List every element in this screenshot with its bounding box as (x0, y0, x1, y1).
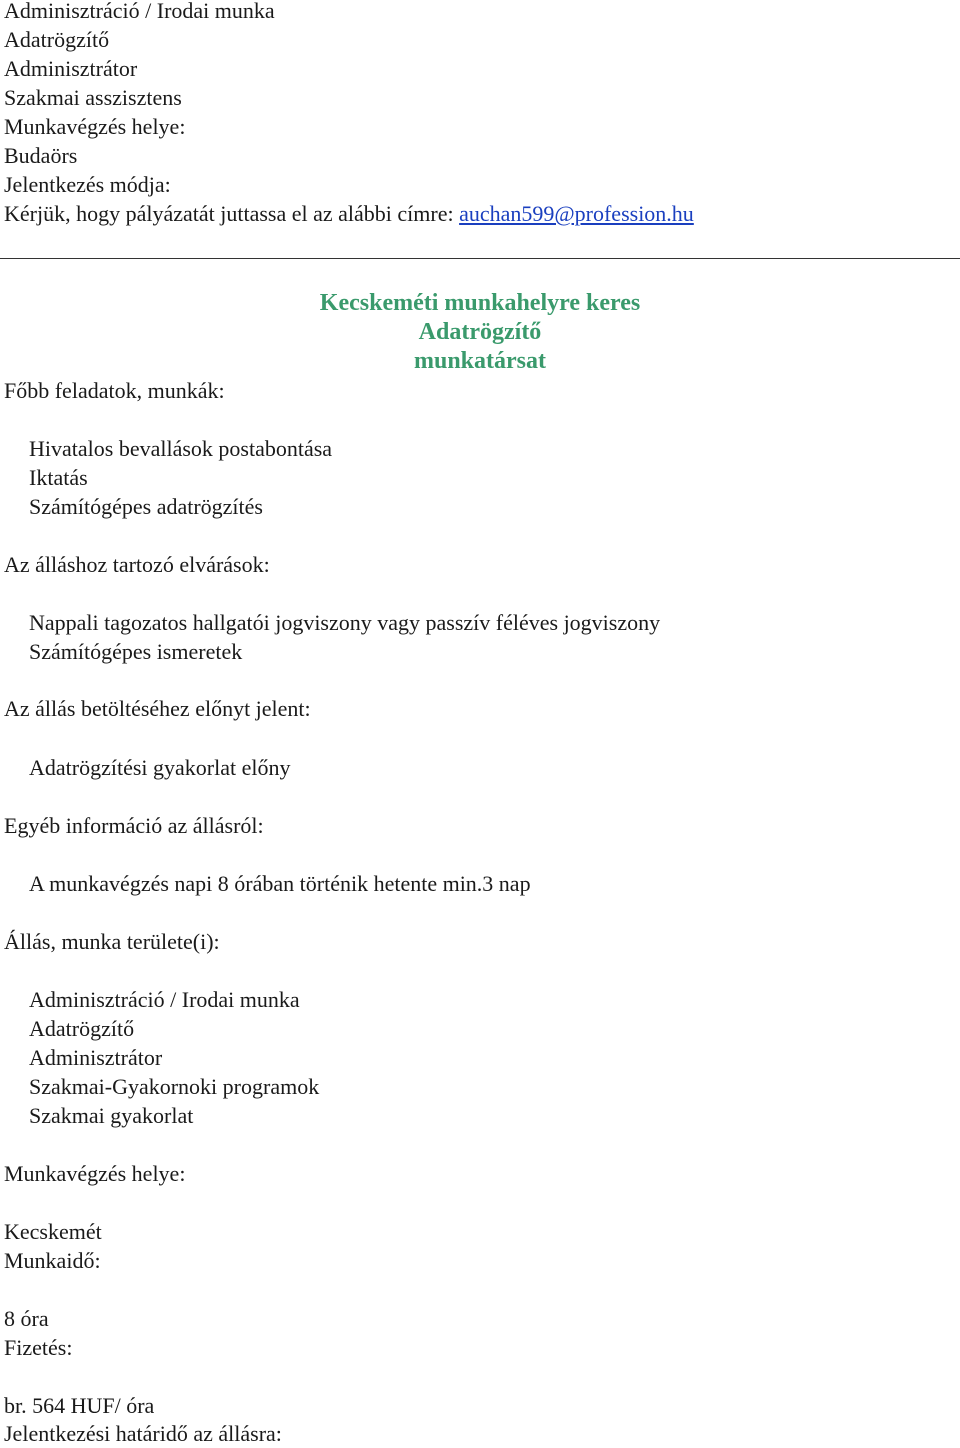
salary-value: br. 564 HUF/ óra (4, 1393, 155, 1418)
hours-label: Munkaidő: (4, 1248, 101, 1273)
job-heading-line-3: munkatársat (413, 348, 546, 374)
salary-label: Fizetés: (4, 1335, 73, 1360)
section-divider (0, 258, 960, 259)
requirement-item-2: Számítógépes ismeretek (29, 639, 243, 664)
area-item-2: Adatrögzítő (29, 1016, 135, 1041)
job-heading-line-2: Adatrögzítő (418, 319, 542, 345)
tasks-label: Főbb feladatok, munkák: (4, 378, 225, 403)
task-item-3: Számítógépes adatrögzítés (29, 494, 263, 519)
top-area-line-3: Adminisztrátor (4, 56, 138, 81)
task-item-1: Hivatalos bevallások postabontása (29, 436, 333, 461)
top-area-line-2: Adatrögzítő (4, 27, 110, 52)
area-item-3: Adminisztrátor (29, 1045, 163, 1070)
job-heading-line-1: Kecskeméti munkahelyre keres (319, 290, 641, 316)
requirement-item-1: Nappali tagozatos hallgatói jogviszony vagy passzív féléves jogviszony (29, 610, 661, 635)
apply-text: Kérjük, hogy pályázatát juttassa el az alábbi címre: (4, 201, 460, 226)
area-item-5: Szakmai gyakorlat (29, 1103, 194, 1128)
top-area-line-1: Adminisztráció / Irodai munka (4, 0, 275, 23)
areas-label: Állás, munka területe(i): (4, 929, 220, 954)
deadline-label: Jelentkezési határidő az állásra: (4, 1421, 282, 1446)
area-item-1: Adminisztráció / Irodai munka (29, 987, 300, 1012)
top-area-line-4: Szakmai asszisztens (4, 85, 182, 110)
task-item-2: Iktatás (29, 465, 88, 490)
location-label: Munkavégzés helye: (4, 1161, 186, 1186)
top-apply-label: Jelentkezés módja: (4, 172, 171, 197)
apply-email-link[interactable]: auchan599@profession.hu (459, 201, 694, 226)
requirements-label: Az álláshoz tartozó elvárások: (4, 552, 270, 577)
advantage-item-1: Adatrögzítési gyakorlat előny (29, 755, 291, 780)
advantages-label: Az állás betöltéséhez előnyt jelent: (4, 696, 311, 721)
apply-instructions (4, 199, 694, 228)
top-location-value: Budaörs (4, 143, 78, 168)
other-info-label: Egyéb információ az állásról: (4, 813, 264, 838)
top-location-label: Munkavégzés helye: (4, 114, 186, 139)
area-item-4: Szakmai-Gyakornoki programok (29, 1074, 320, 1099)
location-value: Kecskemét (4, 1219, 102, 1244)
hours-value: 8 óra (4, 1306, 49, 1331)
other-info-item-1: A munkavégzés napi 8 órában történik hetente min.3 nap (29, 871, 531, 896)
